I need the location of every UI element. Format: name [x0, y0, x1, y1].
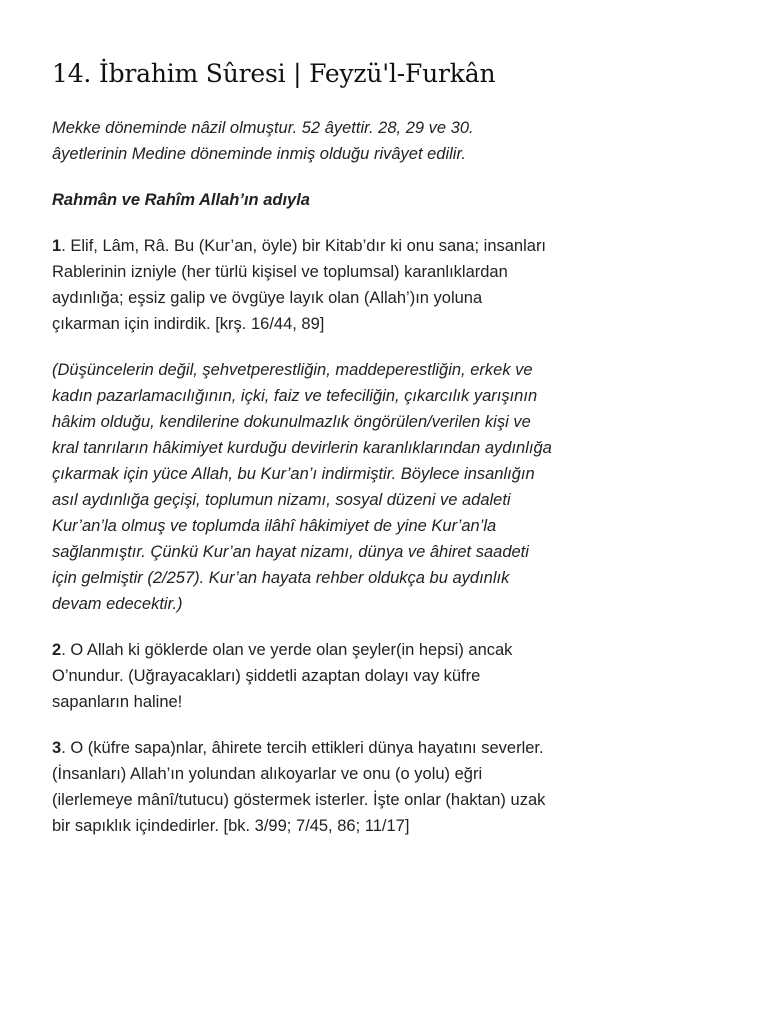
- article: [52, 58, 552, 859]
- surah-intro: Mekke döneminde nâzil olmuştur. 52 âyettir. 28, 29 ve 30. âyetlerinin Medine döneminde inmiş olduğu rivâyet edilir.: [52, 118, 474, 163]
- verse-text: . Elif, Lâm, Râ. Bu (Kur’an, öyle) bir Kitab’dır ki onu sana; insanları Rablerinin izniyle (her türlü kişisel ve toplumsal) karanlıklardan aydınlığa; eşsiz galip ve övgüye layık olan (Allah’)ın yoluna çıkarman için indirdik. [krş. 16/44, 89]: [52, 236, 547, 333]
- verse-number: 3: [52, 738, 62, 757]
- verse-number: 2: [52, 640, 62, 659]
- verse-1-commentary: (Düşüncelerin değil, şehvetperestliğin, maddeperestliğin, erkek ve kadın pazarlamacılığının, içki, faiz ve tefeciliğin, çıkarcılık yarışının hâkim olduğu, kendilerine dokunulmazlık öngörülen/verilen kişi ve kral tanrıların hâkimiyet kurduğu devirlerin karanlıklarından aydınlığa çıkarmak için yüce Allah, bu Kur’an’ı indirmiştir. Böylece insanlığın asıl aydınlığa geçişi, toplumun nizamı, sosyal düzeni ve adaleti Kur’an’la olmuş ve toplumda ilâhî hâkimiyet de yine Kur’an’la sağlanmıştır. Çünkü Kur’an hayat nizamı, dünya ve âhiret saadeti için gelmiştir (2/257). Kur’an hayata rehber oldukça bu aydınlık devam edecektir.): [52, 360, 552, 613]
- verse-text: . O (küfre sapa)nlar, âhirete tercih ettikleri dünya hayatını severler. (İnsanları) Allah’ın yolundan alıkoyarlar ve onu (o yolu) eğri (ilerlemeye mânî/tutucu) göstermek isterler. İşte onlar (haktan) uzak bir sapıklık içindedirler. [bk. 3/99; 7/45, 86; 11/17]: [52, 738, 546, 835]
- verse-text: . O Allah ki göklerde olan ve yerde olan şeyler(in hepsi) ancak O’nundur. (Uğrayacakları) şiddetli azaptan dolayı vay küfre sapanların haline!: [52, 640, 513, 711]
- verse-2: [52, 637, 552, 715]
- basmala: Rahmân ve Rahîm Allah’ın adıyla: [52, 190, 310, 209]
- verse-3: [52, 735, 552, 839]
- verse-number: 1: [52, 236, 62, 255]
- page-title: 14. İbrahim Sûresi | Feyzü'l-Furkân: [52, 59, 496, 88]
- verse-1: [52, 233, 552, 337]
